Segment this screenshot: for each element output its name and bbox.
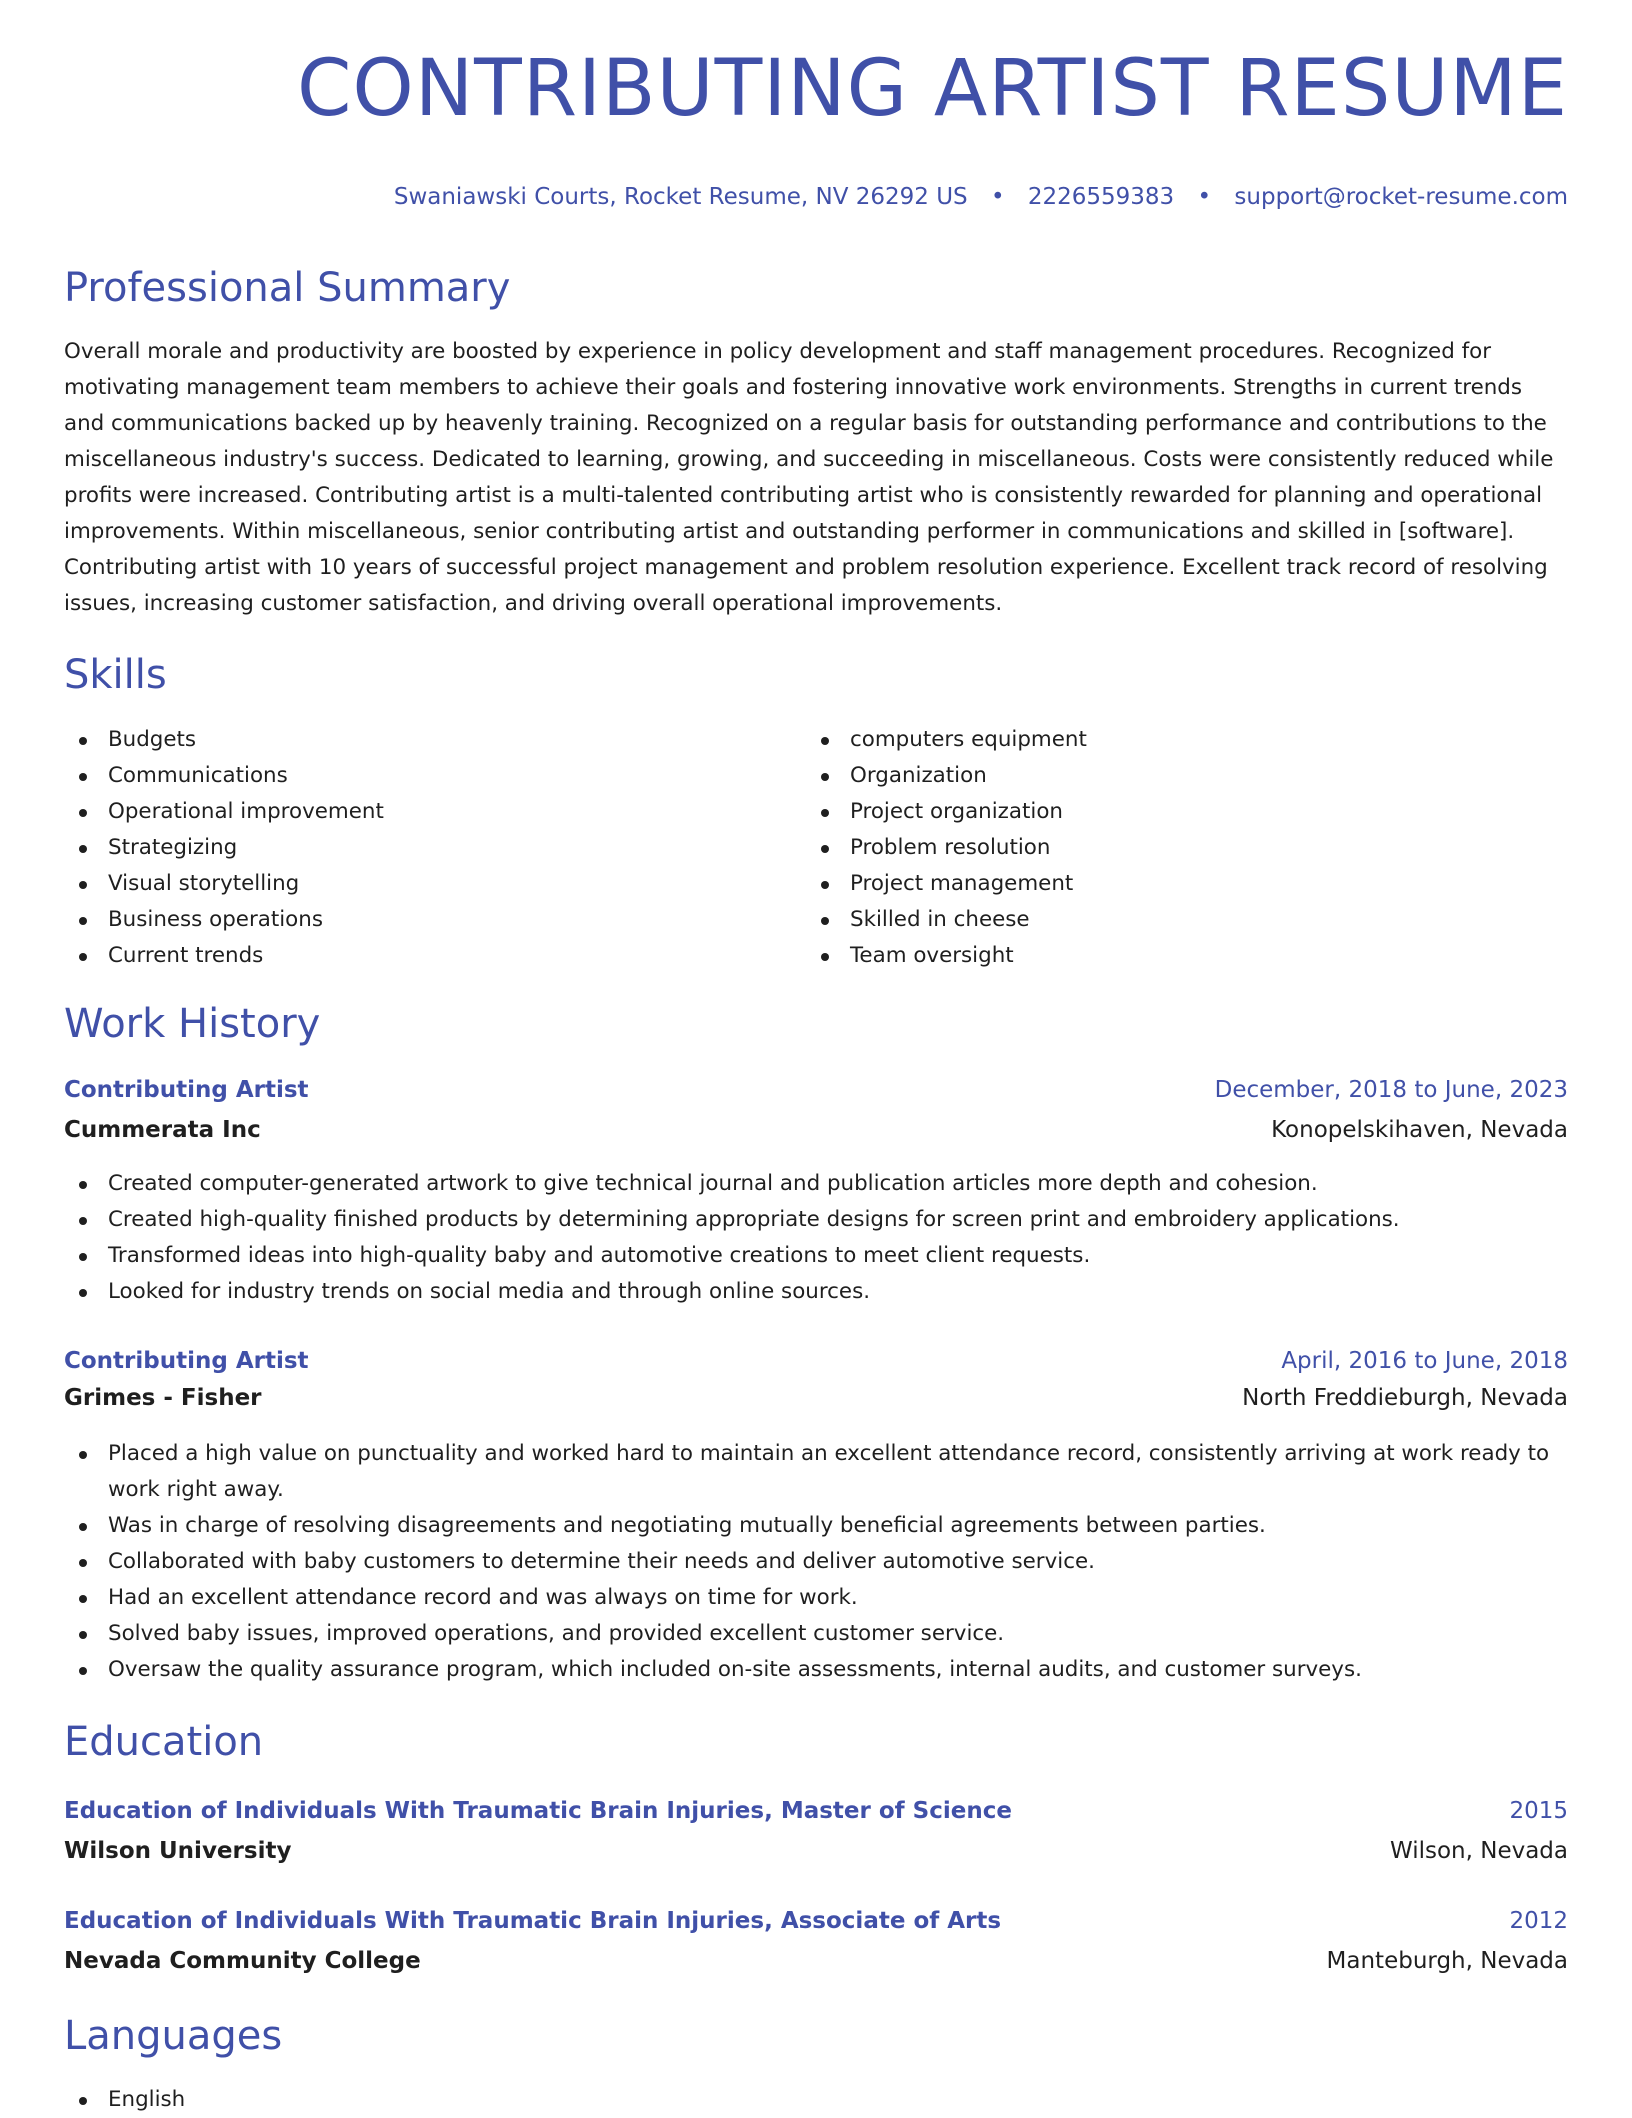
education-school: Wilson University: [64, 1838, 292, 1864]
contact-email[interactable]: support@rocket-resume.com: [1234, 184, 1568, 210]
section-heading-summary: Professional Summary: [64, 265, 511, 311]
skill-item: Project organization: [806, 794, 1506, 830]
job-title: Contributing Artist: [64, 1077, 309, 1103]
job-bullet: Created high-quality finished products by determining appropriate designs for screen print and embroidery applications.: [64, 1202, 1568, 1238]
skills-list-right: [806, 722, 1506, 974]
section-heading-skills: Skills: [64, 652, 167, 698]
skill-item: Budgets: [64, 722, 764, 758]
section-heading-work: Work History: [64, 1001, 321, 1047]
job-location: North Freddieburgh, Nevada: [1242, 1385, 1568, 1411]
contact-line: [394, 182, 1568, 212]
skill-item: computers equipment: [806, 722, 1506, 758]
skill-item: Organization: [806, 758, 1506, 794]
job-bullet: Transformed ideas into high-quality baby and automotive creations to meet client requests.: [64, 1238, 1568, 1274]
language-item: English: [64, 2082, 1568, 2118]
job-header: [64, 1074, 1568, 1106]
education-year: 2012: [1509, 1908, 1568, 1934]
skill-item: Team oversight: [806, 938, 1506, 974]
job-company-row: [64, 1114, 1568, 1146]
education-header: [64, 1795, 1568, 1827]
job-dates: April, 2016 to June, 2018: [1281, 1348, 1568, 1374]
summary-text: Overall morale and productivity are boosted by experience in policy development and staff management procedures. Recognized for motivating management team members to achieve their goals and fostering innovative work environments. Strengths in current trends and communications backed up by heavenly training. Recognized on a regular basis for outstanding performance and contributions to the miscellaneous industry's success. Dedicated to learning, growing, and succeeding in miscellaneous. Costs were consistently reduced while profits were increased. Contributing artist is a multi-talented contributing artist who is consistently rewarded for planning and operational improvements. Within miscellaneous, senior contributing artist and outstanding performer in communications and skilled in [software]. Contributing artist with 10 years of successful project management and problem resolution experience. Excellent track record of resolving issues, increasing customer satisfaction, and driving overall operational improvements.: [64, 339, 1554, 616]
skill-item: Strategizing: [64, 830, 764, 866]
job-dates: December, 2018 to June, 2023: [1214, 1077, 1568, 1103]
education-school-row: [64, 1835, 1568, 1867]
resume-title: CONTRIBUTING ARTIST RESUME: [296, 44, 1568, 134]
job-bullet: Was in charge of resolving disagreements and negotiating mutually beneficial agreements between parties.: [64, 1508, 1568, 1544]
job-bullet: Looked for industry trends on social media and through online sources.: [64, 1274, 1568, 1310]
job-bullets: [64, 1166, 1568, 1310]
job-bullets: [64, 1436, 1568, 1688]
job-header: [64, 1345, 1568, 1377]
education-degree: Education of Individuals With Traumatic Brain Injuries, Associate of Arts: [64, 1908, 1002, 1934]
education-degree: Education of Individuals With Traumatic Brain Injuries, Master of Science: [64, 1798, 1012, 1824]
skill-item: Communications: [64, 758, 764, 794]
contact-address: Swaniawski Courts, Rocket Resume, NV 26292 US: [393, 184, 968, 210]
job-bullet: Had an excellent attendance record and was always on time for work.: [64, 1580, 1568, 1616]
section-heading-education: Education: [64, 1719, 264, 1765]
job-company: Grimes - Fisher: [64, 1385, 262, 1411]
education-header: [64, 1905, 1568, 1937]
section-heading-languages: Languages: [64, 2013, 283, 2059]
job-company-row: [64, 1382, 1568, 1414]
education-location: Manteburgh, Nevada: [1326, 1948, 1568, 1974]
skill-item: Business operations: [64, 902, 764, 938]
skill-item: Current trends: [64, 938, 764, 974]
skill-item: Problem resolution: [806, 830, 1506, 866]
skill-item: Operational improvement: [64, 794, 764, 830]
skill-item: Visual storytelling: [64, 866, 764, 902]
skill-item: Skilled in cheese: [806, 902, 1506, 938]
job-bullet: Created computer-generated artwork to give technical journal and publication articles more depth and cohesion.: [64, 1166, 1568, 1202]
separator-dot: •: [990, 184, 1005, 210]
job-bullet: Oversaw the quality assurance program, which included on-site assessments, internal audits, and customer surveys.: [64, 1652, 1568, 1688]
job-location: Konopelskihaven, Nevada: [1271, 1117, 1568, 1143]
job-company: Cummerata Inc: [64, 1117, 261, 1143]
languages-list: [64, 2082, 1568, 2118]
job-bullet: Collaborated with baby customers to determine their needs and deliver automotive service.: [64, 1544, 1568, 1580]
education-year: 2015: [1509, 1798, 1568, 1824]
skill-item: Project management: [806, 866, 1506, 902]
job-bullet: Solved baby issues, improved operations, and provided excellent customer service.: [64, 1616, 1568, 1652]
contact-phone: 2226559383: [1027, 184, 1175, 210]
education-school-row: [64, 1945, 1568, 1977]
job-bullet: Placed a high value on punctuality and worked hard to maintain an excellent attendance record, consistently arriving at work ready to work right away.: [64, 1436, 1568, 1508]
separator-dot: •: [1197, 184, 1212, 210]
job-title: Contributing Artist: [64, 1348, 309, 1374]
skills-list-left: [64, 722, 764, 974]
education-location: Wilson, Nevada: [1389, 1838, 1568, 1864]
education-school: Nevada Community College: [64, 1948, 421, 1974]
